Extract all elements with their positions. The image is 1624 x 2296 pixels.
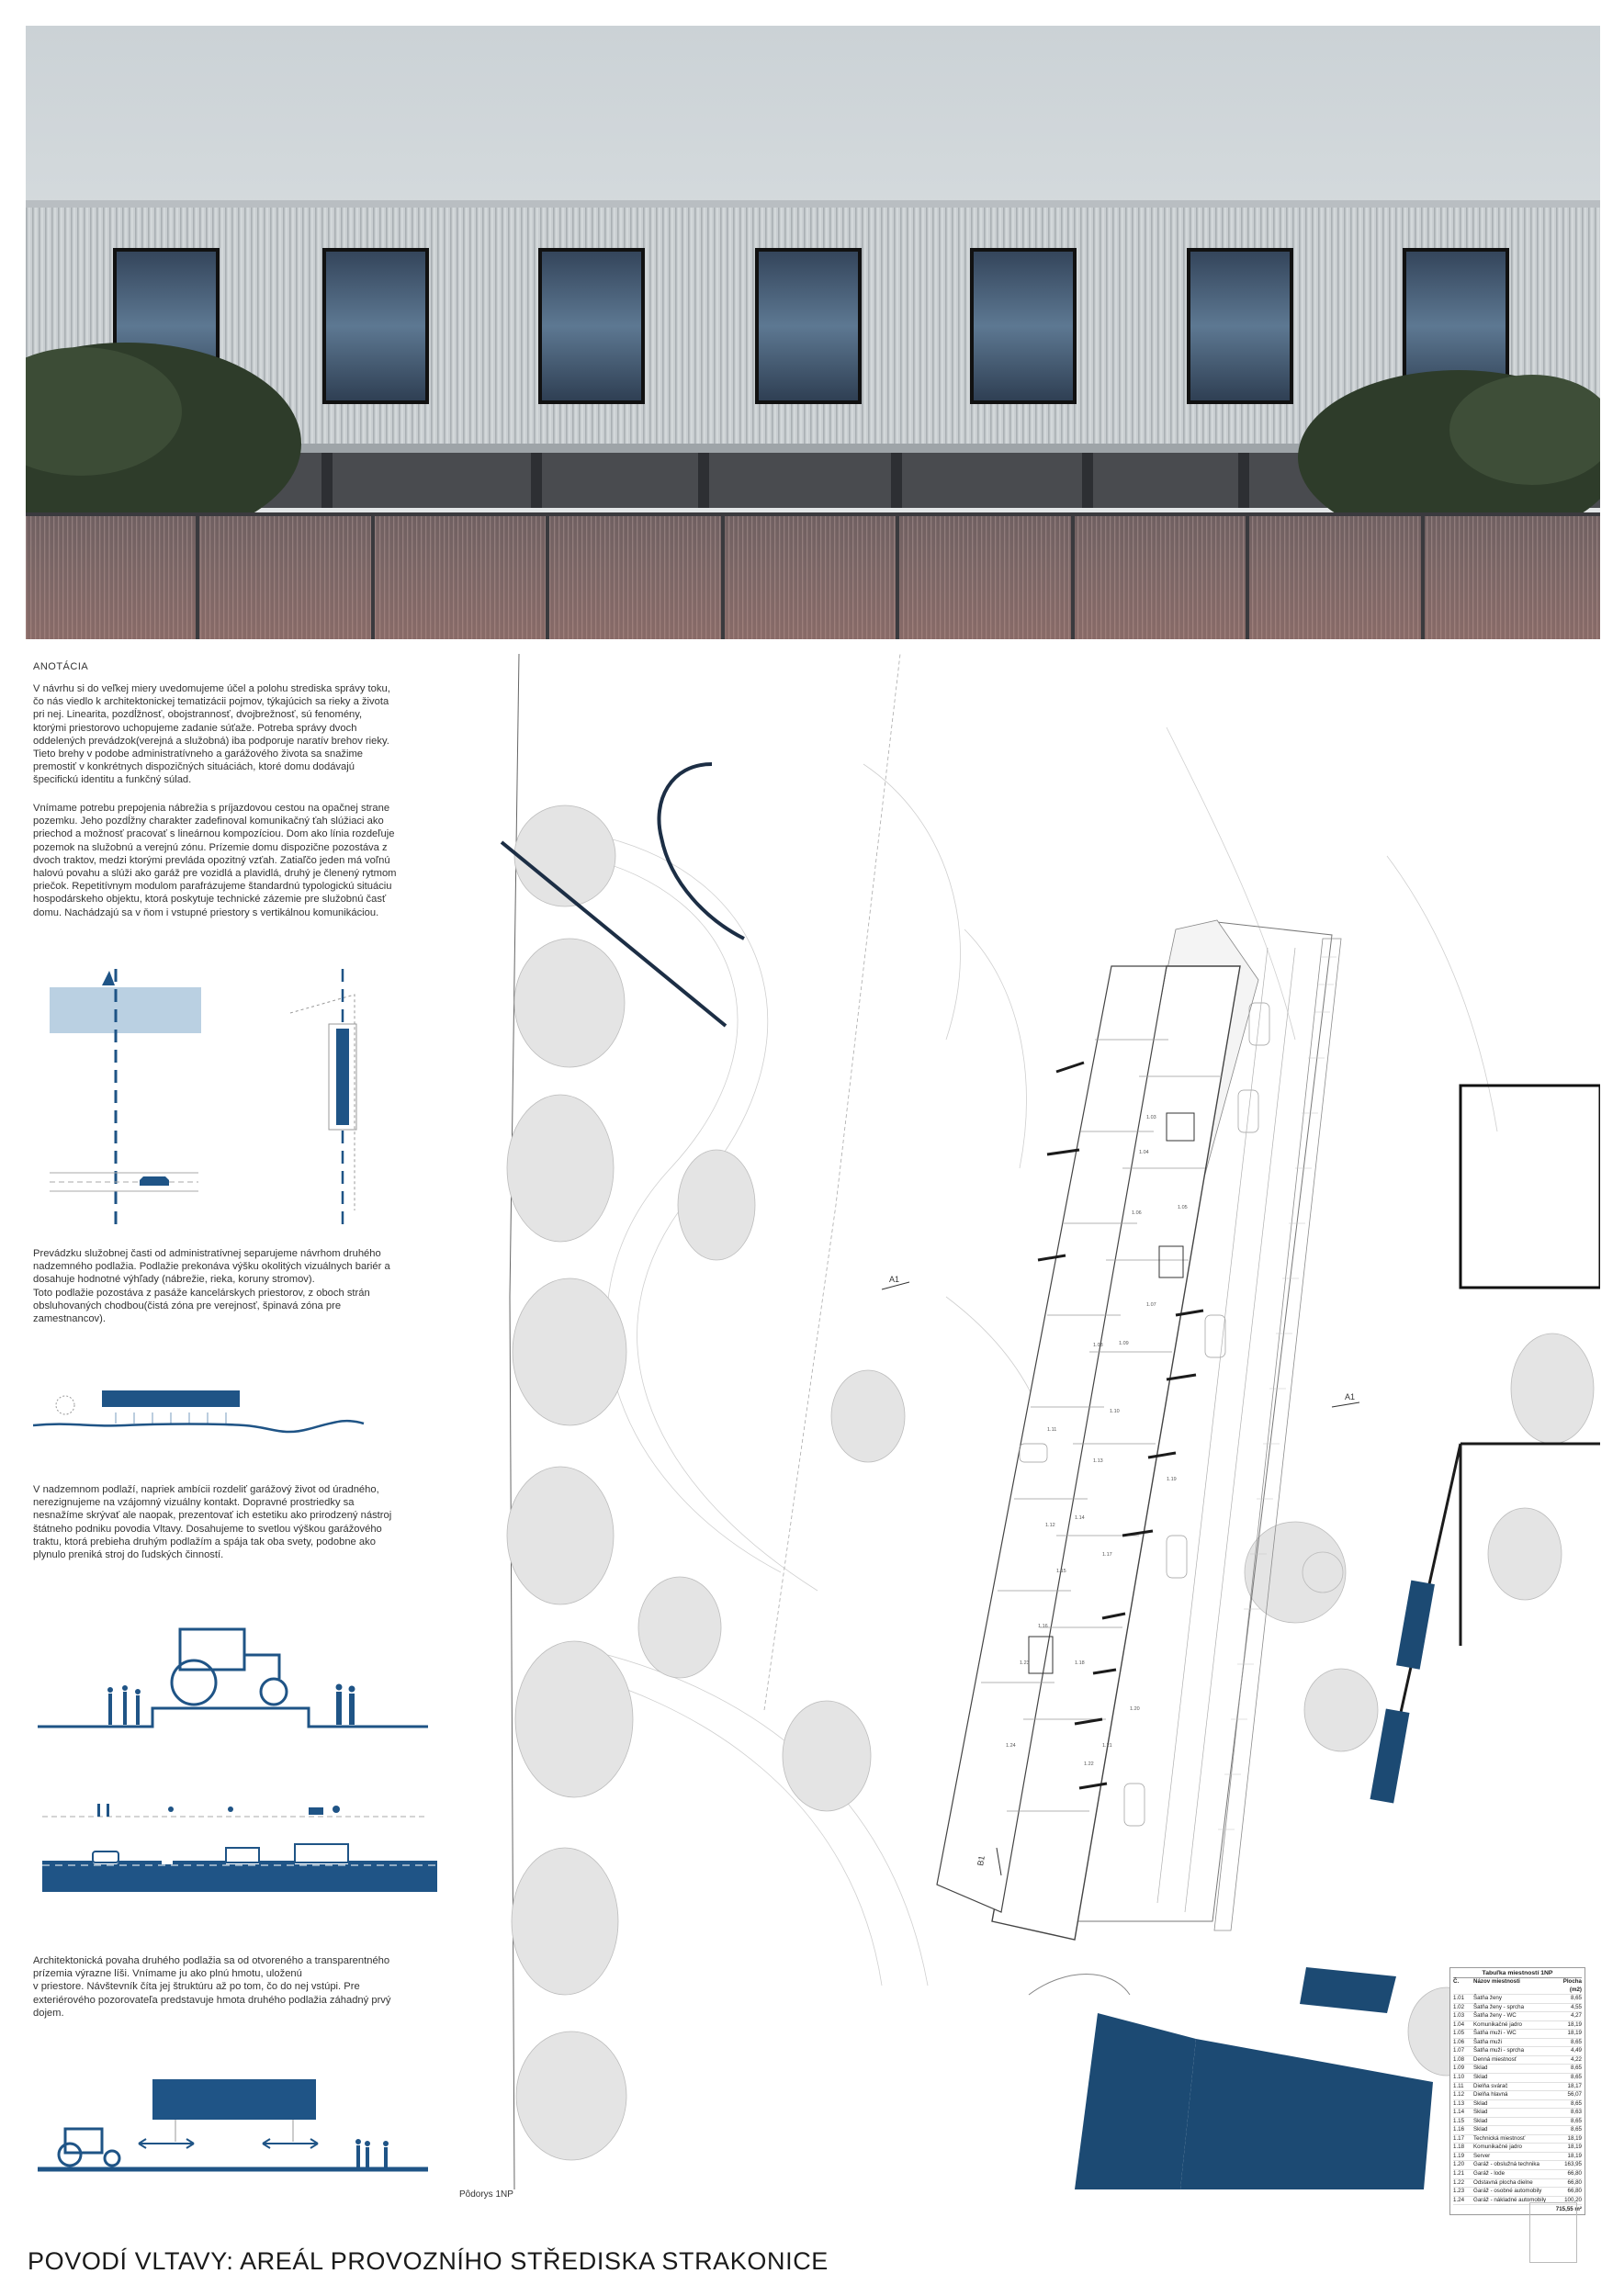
room-area: 66,80 (1567, 2178, 1582, 2186)
svg-text:1.08: 1.08 (1093, 1343, 1103, 1348)
svg-text:1.11: 1.11 (1047, 1427, 1057, 1433)
table-row (1453, 2170, 1582, 2179)
room-name: Sklad (1473, 2117, 1488, 2124)
room-number: 1.09 (1453, 2065, 1465, 2072)
table-row (1453, 2074, 1582, 2083)
room-name: Garáž - osobné automobily (1473, 2188, 1542, 2195)
header-number: Č. (1453, 1978, 1460, 1985)
room-name: Dielňa hlavná (1473, 2091, 1508, 2099)
room-name: Garáž - nákladné automobily (1473, 2196, 1547, 2203)
room-number: 1.01 (1453, 1995, 1465, 2002)
hero-render (26, 26, 1600, 639)
section-mark-a1-left: A1 (889, 1275, 900, 1284)
room-number: 1.16 (1453, 2126, 1465, 2133)
room-name: Sklad (1473, 2065, 1488, 2072)
svg-text:1.18: 1.18 (1075, 1660, 1085, 1666)
volume-interaction-sketch (33, 2077, 437, 2188)
room-area: 4,55 (1570, 2003, 1582, 2010)
room-number: 1.20 (1453, 2161, 1465, 2168)
header-name: Názov miestnosti (1473, 1978, 1520, 1985)
room-number: 1.13 (1453, 2099, 1465, 2107)
table-row (1453, 2179, 1582, 2189)
room-area: 8,65 (1570, 2074, 1582, 2081)
room-name: Sklad (1473, 2074, 1488, 2081)
room-name: Garáž - lode (1473, 2170, 1506, 2178)
table-row (1453, 2091, 1582, 2100)
room-number: 1.07 (1453, 2047, 1465, 2054)
room-table-title: Tabuľka miestností 1NP (1453, 1970, 1582, 1978)
room-area: 8,63 (1570, 2109, 1582, 2116)
table-row (1453, 2153, 1582, 2162)
traffic-levels-sketch (33, 1800, 437, 1901)
room-name: Komunikačné jadro (1473, 2020, 1522, 2028)
room-name: Sklad (1473, 2126, 1488, 2133)
svg-text:1.19: 1.19 (1167, 1477, 1177, 1482)
room-name: Šatňa muži - WC (1473, 2030, 1517, 2037)
room-name: Denná miestnosť (1473, 2055, 1517, 2063)
plan-caption: Pôdorys 1NP (459, 2189, 513, 2200)
room-table (1449, 1967, 1585, 2215)
room-area: 18,17 (1567, 2082, 1582, 2089)
table-row (1453, 2118, 1582, 2127)
room-number: 1.11 (1453, 2082, 1464, 2089)
room-table-header (1453, 1978, 1582, 1995)
room-area: 8,65 (1570, 1995, 1582, 2002)
section-mark-a1-right: A1 (1345, 1392, 1356, 1401)
table-row (1453, 2012, 1582, 2021)
room-area: 66,80 (1567, 2188, 1582, 2195)
floating-volume-sketch (33, 1370, 437, 1444)
svg-text:1.17: 1.17 (1102, 1552, 1112, 1558)
annotation-paragraph-1: V návrhu si do veľkej miery uvedomujeme účel a polohu strediska správy toku, čo nás viedlo k architektonickej tematizácii pojmov, týkajúcich sa rieky a života pri nej. Linearita, pozdĺžnosť, obojstrannosť, dvojbrežnosť, sú fenomény, ktorými priestorovo uchopujeme zadanie súťaže. Potreba správy dvoch oddelených prevádzok(verejná a služobná) iba podporuje naratív brehov rieky. Tieto brehy v podobe administratívneho a garážového života sa snažime premostiť v konkrétnych dispozičných situáciách, ktoré domu dodávajú špecifickú identitu a funkčný súlad. (33, 683, 390, 786)
room-name: Šatňa muži (1473, 2038, 1502, 2045)
room-name: Sklad (1473, 2099, 1488, 2107)
room-name: Šatňa muži - sprcha (1473, 2047, 1525, 2054)
room-area: 8,65 (1570, 2038, 1582, 2045)
room-number: 1.14 (1453, 2109, 1465, 2116)
svg-text:1.15: 1.15 (1056, 1569, 1066, 1574)
table-row (1453, 2065, 1582, 2074)
room-area: 8,65 (1570, 2065, 1582, 2072)
room-area: 8,65 (1570, 2117, 1582, 2124)
room-name: Server (1473, 2152, 1491, 2159)
room-area: 4,27 (1570, 2012, 1582, 2020)
table-row (1453, 2021, 1582, 2031)
table-row (1453, 2100, 1582, 2110)
table-row (1453, 2109, 1582, 2118)
room-table-total: 715,55 m² (1555, 2206, 1582, 2213)
room-area: 18,19 (1567, 2020, 1582, 2028)
svg-text:1.10: 1.10 (1110, 1409, 1120, 1414)
svg-text:1.13: 1.13 (1093, 1458, 1103, 1464)
table-row (1453, 1995, 1582, 2004)
svg-text:1.20: 1.20 (1130, 1706, 1140, 1712)
room-area: 18,19 (1567, 2144, 1582, 2151)
room-number: 1.24 (1453, 2196, 1465, 2203)
room-area: 18,19 (1567, 2030, 1582, 2037)
room-number: 1.03 (1453, 2012, 1465, 2020)
room-name: Dielňa svárač (1473, 2082, 1508, 2089)
svg-text:1.22: 1.22 (1084, 1761, 1094, 1767)
river-linearity-sketch (33, 969, 437, 1235)
annotation-paragraph-3: Prevádzku služobnej časti od administratívnej separujeme návrhom druhého nadzemného podlažia. Podlažie prekonáva výšku okolitých vizuálnych bariér a dosahuje hodnotné výhľady (nábrežie, rieka, koruny stromov). Toto podlažie pozostáva z pasáže kancelárskych priestorov, z oboch strán obsluhovaných chodbou(čistá zóna pre verejnosť, špinavá zóna pre zamestnancov). (33, 1248, 390, 1325)
svg-text:1.21: 1.21 (1102, 1743, 1112, 1749)
annotation-paragraph-2: Vnímame potrebu prepojenia nábrežia s príjazdovou cestou na opačnej strane pozemku. Jeho pozdĺžny charakter zadefinoval komunikačný ťah slúžiaci ako priechod a možnosť pracovať s lineárnou kompozíciou. Dom ako línia rozdeľuje pozemok na služobnú a verejnú zónu. Prízemie domu dispozične pozostáva z dvoch traktov, medzi ktorými prevláda opozitný vzťah. Zatiaľčo jeden má voľnú halovú povahu a slúži ako garáž pre vozidlá a plavidlá, druhý je členený rytmom priečok. Repetitívnym modulom parafrázujeme štandardnú typologickú situáciu hospodárskeho objektu, ktorá poskytuje technické zázemie pre služobnú časť domu. Nachádzajú sa v ňom i vstupné priestory s vertikálnou komunikáciou. (33, 803, 397, 918)
table-row (1453, 2126, 1582, 2135)
table-row (1453, 2161, 1582, 2170)
svg-text:1.09: 1.09 (1119, 1341, 1129, 1346)
table-row (1453, 2188, 1582, 2197)
room-number: 1.18 (1453, 2144, 1465, 2151)
svg-text:1.04: 1.04 (1139, 1150, 1149, 1155)
room-number: 1.12 (1453, 2091, 1465, 2099)
room-area: 56,07 (1567, 2091, 1582, 2099)
svg-text:1.06: 1.06 (1132, 1210, 1142, 1216)
board-title: POVODÍ VLTAVY: AREÁL PROVOZNÍHO STŘEDISKA STRAKONICE (28, 2247, 829, 2275)
svg-text:1.07: 1.07 (1146, 1302, 1156, 1308)
room-number: 1.04 (1453, 2020, 1465, 2028)
room-number: 1.05 (1453, 2030, 1465, 2037)
table-row (1453, 2135, 1582, 2144)
room-area: 4,22 (1570, 2055, 1582, 2063)
table-row (1453, 2047, 1582, 2056)
table-row (1453, 2004, 1582, 2013)
room-name: Šatňa ženy - sprcha (1473, 2003, 1525, 2010)
table-row (1453, 2083, 1582, 2092)
svg-text:1.14: 1.14 (1075, 1515, 1085, 1521)
table-row (1453, 2039, 1582, 2048)
room-name: Garáž - obslužná technika (1473, 2161, 1539, 2168)
room-number: 1.17 (1453, 2134, 1465, 2142)
annotation-paragraph-4: V nadzemnom podlaží, napriek ambícii rozdeliť garážový život od úradného, nerezignujeme na vzájomný vizuálny kontakt. Dopravné prostriedky sa nesnažíme skrývať ale naopak, prezentovať ich estetiku ako prirodzený nástroj štátneho podniku povodia Vltavy. Dosahujeme to svetlou výškou garážového traktu, ktorá prebieha druhým podlažím a spája tak oba svety, podobne ako plynulo preniká stroj do ľudských činností. (33, 1484, 392, 1561)
header-area: Plocha (m2) (1562, 1978, 1582, 1993)
svg-text:1.23: 1.23 (1020, 1660, 1030, 1666)
room-name: Komunikačné jadro (1473, 2144, 1522, 2151)
room-name: Odstavná plocha dielne (1473, 2178, 1533, 2186)
svg-text:1.12: 1.12 (1045, 1523, 1055, 1528)
annotation-heading: ANOTÁCIA (33, 661, 89, 672)
tractor-platform-sketch (33, 1618, 437, 1738)
room-number: 1.21 (1453, 2170, 1465, 2178)
svg-text:1.03: 1.03 (1146, 1115, 1156, 1120)
room-area: 8,65 (1570, 2099, 1582, 2107)
room-number: 1.22 (1453, 2178, 1465, 2186)
room-name: Technická miestnosť (1473, 2134, 1526, 2142)
room-number: 1.02 (1453, 2003, 1465, 2010)
svg-text:1.16: 1.16 (1038, 1624, 1048, 1629)
room-number: 1.19 (1453, 2152, 1465, 2159)
room-number: 1.10 (1453, 2074, 1465, 2081)
room-number: 1.23 (1453, 2188, 1465, 2195)
room-area: 4,49 (1570, 2047, 1582, 2054)
room-name: Šatňa ženy (1473, 1995, 1502, 2002)
section-mark-b1: B1 (976, 1854, 987, 1867)
svg-text:1.24: 1.24 (1006, 1743, 1016, 1749)
room-name: Sklad (1473, 2109, 1488, 2116)
room-number: 1.15 (1453, 2117, 1465, 2124)
table-row (1453, 2056, 1582, 2065)
table-row (1453, 2144, 1582, 2153)
room-area: 163,95 (1564, 2161, 1582, 2168)
room-area: 18,19 (1567, 2134, 1582, 2142)
room-name: Šatňa ženy - WC (1473, 2012, 1517, 2020)
table-row (1453, 2030, 1582, 2039)
site-plan-1np (468, 654, 1600, 2189)
svg-text:1.05: 1.05 (1178, 1205, 1188, 1210)
room-area: 8,65 (1570, 2126, 1582, 2133)
logo-placeholder (1529, 2202, 1577, 2263)
room-area: 18,19 (1567, 2152, 1582, 2159)
room-area: 100,20 (1564, 2196, 1582, 2203)
room-number: 1.06 (1453, 2038, 1465, 2045)
room-area: 66,80 (1567, 2170, 1582, 2178)
room-table-rows (1453, 1995, 1582, 2205)
room-number: 1.08 (1453, 2055, 1465, 2063)
annotation-paragraph-5: Architektonická povaha druhého podlažia sa od otvoreného a transparentného prízemia výrazne líši. Vnímame ju ako plnú hmotu, uloženú v priestore. Návštevník číta jej štruktúru až po tom, čo do nej vstúpi. Pre exteriérového pozorovateľa predstavuje hmota druhého podlažia záhadný prvý dojem. (33, 1955, 391, 2019)
